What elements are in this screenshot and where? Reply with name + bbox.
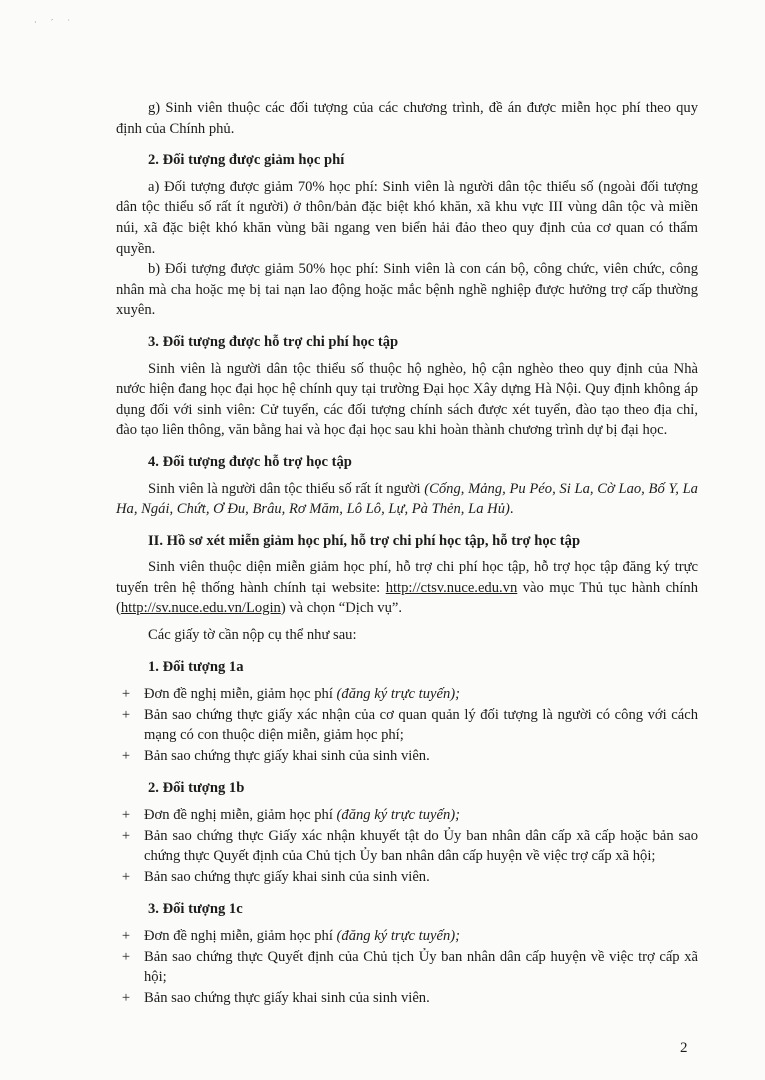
section-II-heading: II. Hồ sơ xét miễn giảm học phí, hỗ trợ chi phí học tập, hỗ trợ học tập (148, 532, 581, 549)
plus-icon: + (121, 827, 131, 844)
list-item-text: Bản sao chứng thực giấy khai sinh của sinh viên. (144, 869, 430, 885)
section-II-text (116, 557, 698, 619)
plus-icon: + (121, 686, 131, 703)
list-item (116, 826, 698, 867)
list-item (116, 926, 698, 947)
plus-icon: + (121, 748, 131, 765)
list-item-note: (đăng ký trực tuyến); (336, 928, 460, 945)
list-item-text: Đơn đề nghị miễn, giảm học phí (144, 928, 337, 945)
section-2a-text: a) Đối tượng được giảm 70% học phí: Sinh viên là người dân tộc thiểu số (ngoài đối tượng dân tộc thiểu số rất ít người) ở thôn/bản đặc biệt khó khăn, xã khu vực III vùng dân tộc và miền núi, xã đặc biệt khó khăn vùng bãi ngang ven biển hải đảo theo quy định của cơ quan có thẩm quyền. (116, 178, 698, 257)
plus-icon: + (121, 706, 131, 723)
ctsv-website-link[interactable]: http://ctsv.nuce.edu.vn (385, 579, 518, 596)
list-item-note: (đăng ký trực tuyến); (336, 686, 460, 703)
section-3-text: Sinh viên là người dân tộc thiểu số thuộc hộ nghèo, hộ cận nghèo theo quy định của Nhà nước hiện đang học đại học hệ chính quy tại trường Đại học Xây dựng Hà Nội. Quy định không áp dụng đối với sinh viên: Cử tuyển, các đối tượng chính sách được xét tuyển, đào tạo theo địa chỉ, đào tạo liên thông, văn bằng hai và học đại học sau khi hoàn thành chương trình dự bị đại học. (116, 360, 698, 439)
group-1b-heading: 2. Đối tượng 1b (148, 779, 245, 796)
plus-icon: + (121, 989, 131, 1006)
section-4-lead: Sinh viên là người dân tộc thiểu số rất ít người (148, 480, 425, 497)
list-item (116, 684, 698, 705)
page-number: 2 (680, 1040, 688, 1056)
group-1a-heading: 1. Đối tượng 1a (148, 658, 244, 675)
list-item-text: Bản sao chứng thực giấy khai sinh của sinh viên. (144, 989, 430, 1006)
section-2b-text: b) Đối tượng được giảm 50% học phí: Sinh viên là con cán bộ, công chức, viên chức, công nhân mà cha hoặc mẹ bị tai nạn lao động hoặc mắc bệnh nghề nghiệp được hưởng trợ cấp thường xuyên. (116, 261, 698, 319)
section-II-end: ) và chọn “Dịch vụ”. (280, 600, 403, 617)
section-4-end: . (509, 501, 514, 518)
list-item (116, 867, 698, 888)
list-item (116, 805, 698, 826)
list-item-text: Bản sao chứng thực Quyết định của Chủ tịch Ủy ban nhân dân cấp huyện về việc trợ cấp xã hội; (144, 948, 698, 986)
list-item-text: Bản sao chứng thực giấy khai sinh của sinh viên. (144, 748, 430, 765)
sv-login-link[interactable]: http://sv.nuce.edu.vn/Login (120, 600, 281, 617)
list-item-text: Đơn đề nghị miễn, giảm học phí (144, 686, 337, 703)
list-item-text: Bản sao chứng thực giấy xác nhận của cơ quan quản lý đối tượng là người có công với cách mạng có con thuộc diện miễn, giảm học phí; (144, 706, 698, 744)
list-item (116, 947, 698, 988)
list-item (116, 746, 698, 767)
paragraph-g: g) Sinh viên thuộc các đối tượng của các chương trình, đề án được miễn học phí theo quy định của Chính phủ. (116, 100, 698, 137)
list-item-note: (đăng ký trực tuyến); (336, 807, 460, 824)
documents-intro: Các giấy tờ cần nộp cụ thể như sau: (148, 627, 357, 644)
list-item-text: Bản sao chứng thực Giấy xác nhận khuyết tật do Ủy ban nhân dân cấp xã cấp hoặc bản sao chứng thực Quyết định của Chủ tịch Ủy ban nhân dân cấp huyện về việc trợ cấp xã hội; (144, 827, 698, 865)
plus-icon: + (121, 869, 131, 885)
document-body (116, 98, 698, 1009)
section-II-mid: vào mục Thủ tục hành chính ( (116, 579, 699, 617)
section-2-heading: 2. Đối tượng được giảm học phí (148, 152, 345, 169)
section-3-heading: 3. Đối tượng được hỗ trợ chi phí học tập (148, 333, 399, 350)
section-4-text (116, 479, 698, 520)
list-item-text: Đơn đề nghị miễn, giảm học phí (144, 807, 337, 824)
group-1c-heading: 3. Đối tượng 1c (148, 900, 243, 917)
plus-icon: + (121, 948, 131, 965)
list-item (116, 705, 698, 746)
scan-specks: · ´ ˙ (34, 18, 76, 27)
section-II-lead: Sinh viên thuộc diện miễn giảm học phí, hỗ trợ chi phí học tập, hỗ trợ học tập đăng ký trực tuyến trên hệ thống hành chính tại website: (116, 559, 698, 596)
group-1c-list (116, 926, 698, 1008)
section-4-heading: 4. Đối tượng được hỗ trợ học tập (148, 453, 352, 470)
list-item (116, 988, 698, 1009)
ethnic-groups-list: (Cống, Mảng, Pu Péo, Si La, Cờ Lao, Bố Y, La Ha, Ngái, Chứt, Ơ Đu, Brâu, Rơ Măm, Lô Lô, Lự, Pà Thẻn, La Hủ) (116, 480, 698, 518)
group-1b-list (116, 805, 698, 887)
group-1a-list (116, 684, 698, 766)
plus-icon: + (121, 928, 131, 945)
plus-icon: + (121, 807, 131, 824)
